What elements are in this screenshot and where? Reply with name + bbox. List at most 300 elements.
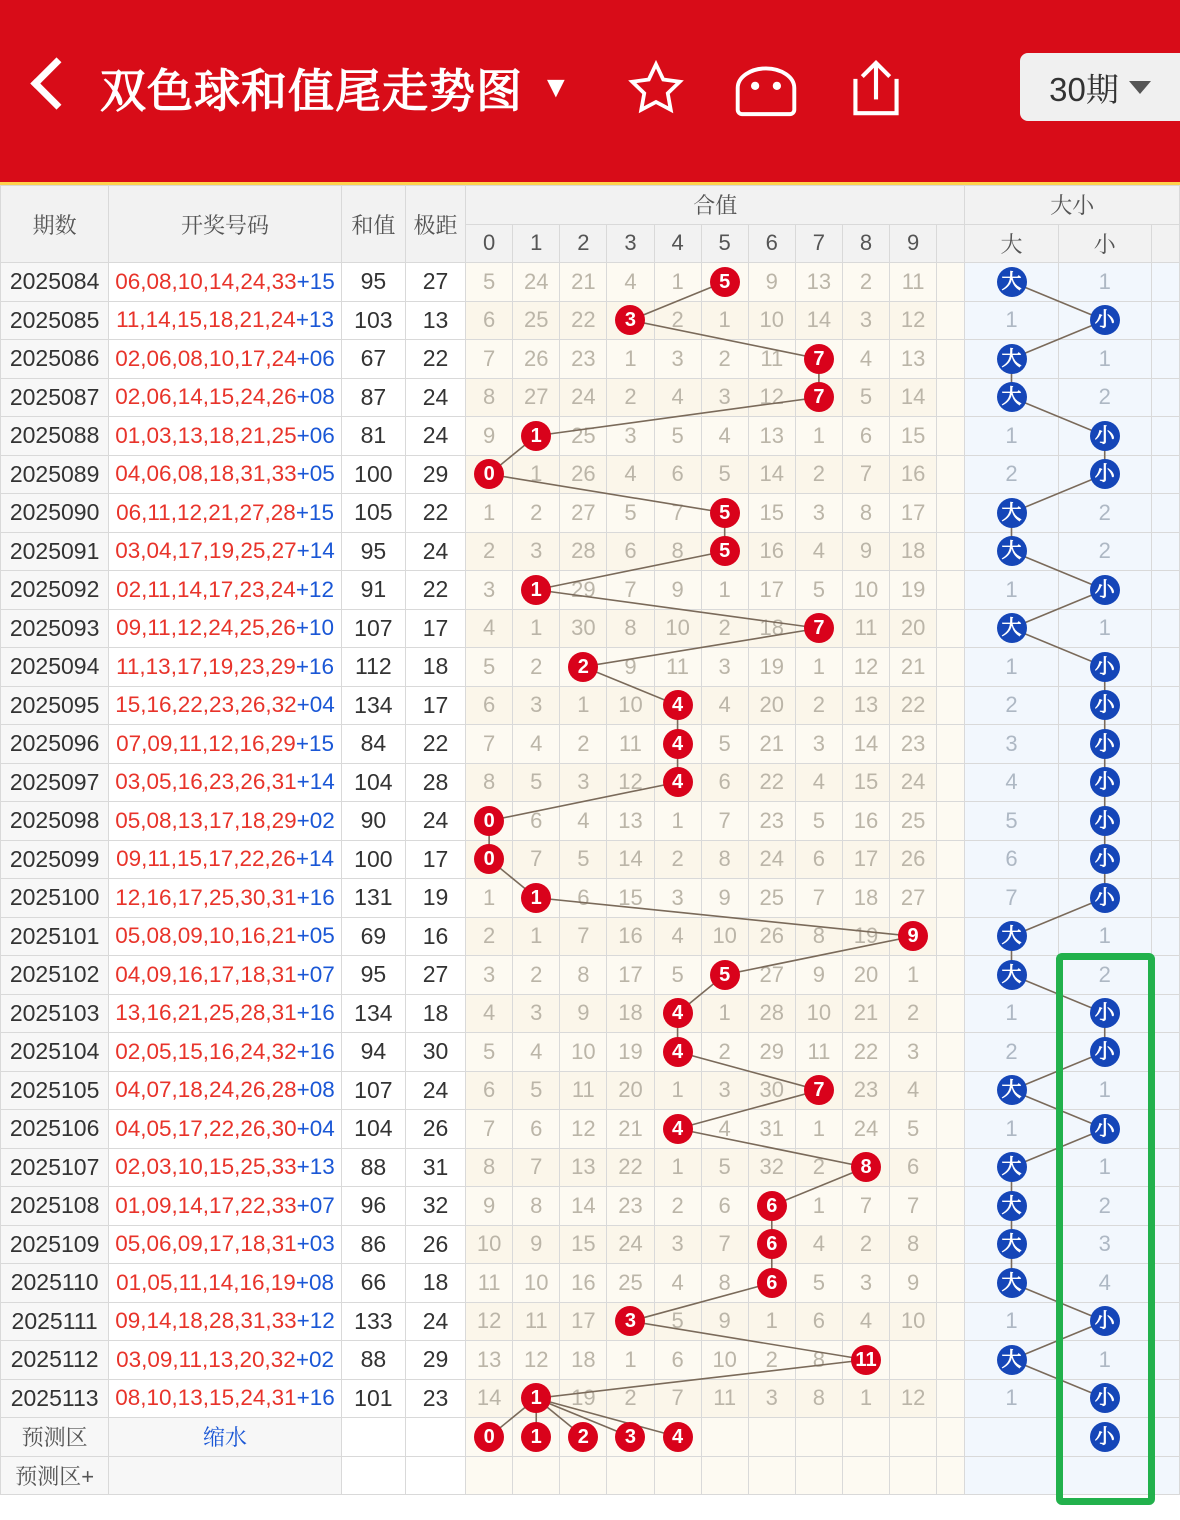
hit-ball: 4 [663,729,693,759]
cell-period: 2025085 [1,301,109,340]
header-he-7: 7 [795,224,842,263]
cell-he-7: 5 [795,802,842,841]
cell-he-1: 6 [513,1110,560,1149]
cell-draw-numbers [109,1264,342,1303]
cell-he-3: 4 [607,455,654,494]
cell-he-7: 13 [795,263,842,302]
blue-number: +16 [295,653,334,679]
table-row[interactable] [1,802,1180,841]
cell-small: 1 [1058,340,1151,379]
cell-period: 2025101 [1,917,109,956]
blue-number: +13 [295,307,334,333]
red-numbers: 01,05,11,14,16,19 [116,1269,296,1295]
forecast-span [405,1418,465,1457]
cell-he-9: 18 [890,532,937,571]
forecast-he-2[interactable] [560,1418,607,1457]
forecast-ball[interactable]: 1 [521,1422,551,1452]
back-chevron-icon[interactable] [26,53,72,123]
cell-he-1: 1 [513,917,560,956]
cell-sum: 69 [341,917,405,956]
cell-draw-numbers [109,648,342,687]
cell-he-9: 15 [890,417,937,456]
cell-he-2: 15 [560,1225,607,1264]
forecast-he-0[interactable] [466,1456,513,1495]
cell-he-2: 29 [560,571,607,610]
cell-he-4: 2 [654,301,701,340]
cell-he-9: 5 [890,1110,937,1149]
cell-he-3: 24 [607,1225,654,1264]
forecast-he-6[interactable] [748,1418,795,1457]
cell-he-5 [701,956,748,995]
cell-he-9 [890,1341,937,1380]
cell-he-8: 4 [842,340,889,379]
bigsmall-ball: 小 [1090,1306,1120,1336]
cell-he-8: 3 [842,301,889,340]
red-numbers: 02,05,15,16,24,32 [115,1038,297,1064]
cell-span: 17 [405,609,465,648]
cell-he-0 [466,455,513,494]
table-row[interactable] [1,725,1180,764]
forecast-he-3[interactable] [607,1456,654,1495]
forecast-he-5[interactable] [701,1456,748,1495]
hit-ball: 7 [804,344,834,374]
cell-span: 29 [405,1341,465,1380]
cell-draw-numbers [109,725,342,764]
forecast-bigsmall-ball[interactable]: 小 [1090,1422,1120,1452]
cell-small [1058,686,1151,725]
cell-small: 1 [1058,609,1151,648]
cell-he-8: 4 [842,1302,889,1341]
cell-big: 1 [965,994,1058,1033]
cell-big: 1 [965,648,1058,687]
cell-he-9: 27 [890,879,937,918]
cell-he-0: 8 [466,378,513,417]
forecast-he-9[interactable] [890,1456,937,1495]
cell-he-8: 14 [842,725,889,764]
cell-draw-numbers [109,763,342,802]
cell-he-7: 1 [795,1110,842,1149]
table-row[interactable] [1,571,1180,610]
table-row[interactable] [1,417,1180,456]
blue-number: +15 [295,499,334,525]
blue-number: +16 [296,1000,335,1026]
cell-big [965,1148,1058,1187]
cell-he-1: 2 [513,494,560,533]
cell-he-2: 18 [560,1341,607,1380]
cell-small [1058,1033,1151,1072]
blue-number: +12 [296,1308,335,1334]
forecast-ball[interactable]: 0 [474,1422,504,1452]
red-numbers: 05,08,09,10,16,21 [115,923,297,949]
forecast-he-1[interactable] [513,1456,560,1495]
cell-he-7: 2 [795,455,842,494]
cell-sum: 107 [341,609,405,648]
table-row[interactable] [1,340,1180,379]
table-row[interactable] [1,1302,1180,1341]
cell-he-5: 4 [701,686,748,725]
forecast-he-4[interactable] [654,1418,701,1457]
bigsmall-ball: 大 [997,1152,1027,1182]
cell-small [1058,994,1151,1033]
cell-period: 2025096 [1,725,109,764]
header-he-2: 2 [560,224,607,263]
table-row[interactable] [1,1071,1180,1110]
cell-sum: 94 [341,1033,405,1072]
cell-he-8: 1 [842,1379,889,1418]
table-row[interactable] [1,1341,1180,1380]
cell-bs-tail [1151,1264,1179,1303]
cell-sum: 91 [341,571,405,610]
header-he-group: 合值 [466,186,965,225]
cell-he-0: 7 [466,340,513,379]
table-row[interactable] [1,1379,1180,1418]
cell-bs-tail [1151,725,1179,764]
cell-period: 2025108 [1,1187,109,1226]
cell-he-6: 31 [748,1110,795,1149]
cell-he-1: 4 [513,1033,560,1072]
cell-draw-numbers [109,609,342,648]
cell-bs-tail [1151,1187,1179,1226]
cell-he-0: 10 [466,1225,513,1264]
cell-he-5: 4 [701,417,748,456]
header-big: 大 [965,224,1058,263]
hit-ball: 5 [710,498,740,528]
cell-he-5: 3 [701,1071,748,1110]
cell-small: 2 [1058,956,1151,995]
cell-period: 2025094 [1,648,109,687]
title-dropdown-caret-icon[interactable]: ▼ [541,70,571,104]
cell-period: 2025093 [1,609,109,648]
cell-he-4 [654,763,701,802]
table-row[interactable] [1,840,1180,879]
cell-he-8: 8 [842,494,889,533]
cell-period: 2025102 [1,956,109,995]
table-row[interactable] [1,763,1180,802]
cell-he-9: 22 [890,686,937,725]
forecast-row[interactable] [1,1418,1180,1457]
cell-he-7: 5 [795,1264,842,1303]
cell-he-tail [937,1225,965,1264]
cell-he-7: 4 [795,1225,842,1264]
cell-he-3: 23 [607,1187,654,1226]
table-row[interactable] [1,956,1180,995]
cell-small: 1 [1058,1341,1151,1380]
blue-number: +08 [296,1077,335,1103]
cell-he-2: 13 [560,1148,607,1187]
bigsmall-ball: 小 [1090,998,1120,1028]
cell-draw-numbers [109,1110,342,1149]
cell-he-5: 1 [701,571,748,610]
forecast-he-7[interactable] [795,1456,842,1495]
cell-he-5: 6 [701,1187,748,1226]
hit-ball: 5 [710,536,740,566]
table-row[interactable] [1,686,1180,725]
cell-he-0: 7 [466,1110,513,1149]
cell-he-7: 3 [795,494,842,533]
cell-sum: 96 [341,1187,405,1226]
cell-he-9: 25 [890,802,937,841]
cell-he-5: 5 [701,725,748,764]
cell-he-tail [937,1148,965,1187]
cell-he-4 [654,994,701,1033]
table-row[interactable] [1,1148,1180,1187]
forecast-ball[interactable]: 3 [615,1422,645,1452]
app-header [0,0,1180,175]
forecast-he-6[interactable] [748,1456,795,1495]
cell-he-0: 8 [466,1148,513,1187]
forecast-small[interactable] [1058,1418,1151,1457]
cell-he-tail [937,609,965,648]
cell-sum: 100 [341,840,405,879]
cell-he-tail [937,686,965,725]
cell-he-8: 23 [842,1071,889,1110]
table-row[interactable] [1,1187,1180,1226]
cell-he-0: 2 [466,917,513,956]
cell-small: 1 [1058,1148,1151,1187]
cell-bs-tail [1151,1225,1179,1264]
forecast-label: 预测区 [1,1418,109,1457]
red-numbers: 04,05,17,22,26,30 [115,1115,297,1141]
blue-number: +16 [296,884,335,910]
forecast-he-8[interactable] [842,1456,889,1495]
cell-he-4: 4 [654,917,701,956]
cell-he-tail [937,725,965,764]
cell-he-2: 11 [560,1071,607,1110]
period-select[interactable] [1020,53,1180,121]
cell-he-5 [701,532,748,571]
cell-he-9: 17 [890,494,937,533]
cell-he-8 [842,1341,889,1380]
table-body [1,263,1180,1418]
table-head [1,186,1180,263]
cell-bs-tail [1151,686,1179,725]
cell-he-0: 2 [466,532,513,571]
cell-he-8: 6 [842,417,889,456]
cell-span: 23 [405,1379,465,1418]
cell-he-2 [560,648,607,687]
cell-he-tail [937,956,965,995]
cell-small: 4 [1058,1264,1151,1303]
forecast-he-8[interactable] [842,1418,889,1457]
cell-he-0: 8 [466,763,513,802]
cell-he-tail [937,1071,965,1110]
cell-draw-numbers [109,917,342,956]
cell-he-5: 2 [701,609,748,648]
hit-ball: 4 [663,767,693,797]
cell-big: 1 [965,571,1058,610]
cell-draw-numbers [109,1341,342,1380]
cell-small: 1 [1058,263,1151,302]
cell-big [965,1071,1058,1110]
cell-he-6: 9 [748,263,795,302]
cell-he-8: 22 [842,1033,889,1072]
cell-he-4: 7 [654,494,701,533]
blue-number: +04 [296,692,335,718]
cell-he-tail [937,840,965,879]
cell-he-9: 6 [890,1148,937,1187]
table-row[interactable] [1,994,1180,1033]
cell-he-1: 3 [513,532,560,571]
cell-span: 26 [405,1225,465,1264]
cell-big: 2 [965,686,1058,725]
hit-ball: 6 [757,1229,787,1259]
red-numbers: 09,11,15,17,22,26 [116,846,296,872]
cell-span: 22 [405,340,465,379]
shrink-link[interactable]: 缩水 [109,1418,342,1457]
cell-draw-numbers [109,802,342,841]
cell-he-6: 19 [748,648,795,687]
cell-he-8: 17 [842,840,889,879]
forecast-he-0[interactable] [466,1418,513,1457]
cell-sum: 88 [341,1148,405,1187]
table-row[interactable] [1,455,1180,494]
cell-small: 3 [1058,1225,1151,1264]
forecast-he-7[interactable] [795,1418,842,1457]
cell-he-0: 3 [466,571,513,610]
cell-bs-tail [1151,532,1179,571]
cell-he-1: 4 [513,725,560,764]
table-row[interactable] [1,1264,1180,1303]
bigsmall-ball: 大 [997,382,1027,412]
header-sum: 和值 [341,186,405,263]
forecast-ball[interactable]: 4 [663,1422,693,1452]
cell-he-8: 19 [842,917,889,956]
forecast-ball[interactable]: 2 [568,1422,598,1452]
trend-table [0,185,1180,1495]
cell-he-7: 8 [795,1341,842,1380]
red-numbers: 05,08,13,17,18,29 [115,807,297,833]
blue-number: +07 [296,961,335,987]
table-row[interactable] [1,879,1180,918]
cell-sum: 134 [341,686,405,725]
cell-he-5: 2 [701,340,748,379]
bigsmall-ball: 大 [997,1345,1027,1375]
red-numbers: 02,06,08,10,17,24 [115,345,297,371]
hit-ball: 8 [851,1152,881,1182]
table-row[interactable] [1,1110,1180,1149]
cell-he-8: 5 [842,378,889,417]
bigsmall-ball: 小 [1090,729,1120,759]
cell-he-8: 24 [842,1110,889,1149]
red-numbers: 04,07,18,24,26,28 [115,1077,297,1103]
cell-he-8: 10 [842,571,889,610]
cell-he-7: 10 [795,994,842,1033]
cell-he-3: 7 [607,571,654,610]
cell-he-1: 5 [513,763,560,802]
table-row[interactable] [1,648,1180,687]
cell-small [1058,1379,1151,1418]
forecast-bs-tail [1151,1456,1179,1495]
forecast-row[interactable] [1,1456,1180,1495]
cell-he-9: 14 [890,378,937,417]
share-icon[interactable] [845,56,907,120]
cell-he-0: 3 [466,956,513,995]
blue-number: +02 [295,1346,334,1372]
forecast-he-1[interactable] [513,1418,560,1457]
star-icon[interactable] [625,58,687,118]
cell-he-2: 28 [560,532,607,571]
cell-big: 1 [965,1302,1058,1341]
table-row[interactable] [1,532,1180,571]
cell-he-tail [937,417,965,456]
cell-he-4: 8 [654,532,701,571]
forecast-he-tail [937,1418,965,1457]
forecast-he-5[interactable] [701,1418,748,1457]
red-numbers: 09,11,12,24,25,26 [116,615,296,641]
cell-he-3: 13 [607,802,654,841]
hit-ball: 7 [804,382,834,412]
forecast-big[interactable] [965,1456,1058,1495]
cell-big: 5 [965,802,1058,841]
cell-draw-numbers [109,301,342,340]
cell-he-2: 26 [560,455,607,494]
trend-table-container[interactable] [0,185,1180,1517]
cell-span: 30 [405,1033,465,1072]
cell-he-2: 23 [560,340,607,379]
cell-he-9: 16 [890,455,937,494]
forecast-he-4[interactable] [654,1456,701,1495]
cell-he-4: 6 [654,455,701,494]
cell-period: 2025090 [1,494,109,533]
table-row[interactable] [1,609,1180,648]
forecast-big[interactable] [965,1418,1058,1457]
cell-he-1: 7 [513,1148,560,1187]
blue-number: +05 [296,461,335,487]
cell-he-6: 1 [748,1302,795,1341]
table-row[interactable] [1,917,1180,956]
hit-ball: 7 [804,613,834,643]
cell-big [965,609,1058,648]
forecast-he-3[interactable] [607,1418,654,1457]
forecast-he-9[interactable] [890,1418,937,1457]
forecast-he-tail [937,1456,965,1495]
forecast-small[interactable] [1058,1456,1151,1495]
cell-he-4: 5 [654,1302,701,1341]
cell-small [1058,879,1151,918]
table-row[interactable] [1,378,1180,417]
cell-he-6: 24 [748,840,795,879]
cell-he-8: 11 [842,609,889,648]
table-row[interactable] [1,1033,1180,1072]
table-row[interactable] [1,263,1180,302]
cell-he-5: 9 [701,1302,748,1341]
cell-he-5: 3 [701,378,748,417]
cell-he-tail [937,763,965,802]
cell-sum: 88 [341,1341,405,1380]
cell-he-6: 17 [748,571,795,610]
red-numbers: 06,11,12,21,27,28 [116,499,296,525]
cell-he-3: 2 [607,1379,654,1418]
bigsmall-ball: 大 [997,498,1027,528]
shrink-link[interactable] [109,1456,342,1495]
forecast-he-2[interactable] [560,1456,607,1495]
table-row[interactable] [1,1225,1180,1264]
table-row[interactable] [1,494,1180,533]
cell-draw-numbers [109,340,342,379]
chevron-down-icon [1129,81,1151,94]
cell-he-2: 5 [560,840,607,879]
cell-span: 24 [405,532,465,571]
cell-he-2: 9 [560,994,607,1033]
cell-he-3: 1 [607,1341,654,1380]
cell-he-4: 1 [654,1148,701,1187]
cell-he-5: 5 [701,1148,748,1187]
cell-he-2: 14 [560,1187,607,1226]
header-he-spacer [937,224,965,263]
robot-icon[interactable] [729,56,803,120]
cell-he-4: 2 [654,1187,701,1226]
table-row[interactable] [1,301,1180,340]
